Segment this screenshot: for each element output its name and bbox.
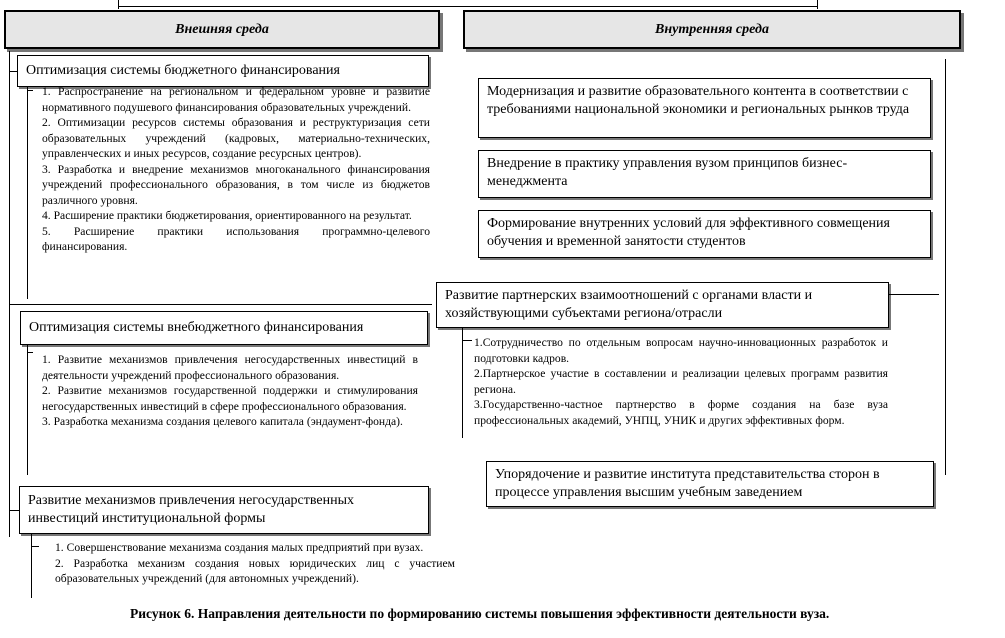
partnership-list-tick xyxy=(462,340,472,341)
figure-caption: Рисунок 6. Направления деятельности по формированию системы повышения эффективности деятельности вуза. xyxy=(130,606,830,621)
list-item: 2. Оптимизации ресурсов системы образования и реструктуризация сети образовательных учреждений (кадровых, материально-технических, управленческих и иных ресурсов, создание ресурсных центров). xyxy=(42,116,430,160)
investment-list-tick xyxy=(31,546,39,547)
list-item: 1. Распространение на региональном и федеральном уровне и развитие нормативного подушевого финансирования образовательных учреждений. xyxy=(42,85,430,114)
business-management-text: Внедрение в практику управления вузом принципов бизнес-менеджмента xyxy=(487,156,848,189)
investment-mechanisms-list xyxy=(55,540,455,587)
content-modernization-box xyxy=(478,78,931,138)
external-environment-header xyxy=(4,10,440,49)
partnership-connector xyxy=(889,294,939,295)
budget-financing-list xyxy=(42,84,430,255)
top-connector-right xyxy=(817,0,818,9)
representation-box xyxy=(486,461,934,507)
right-spine xyxy=(945,59,946,475)
budget-box-connector xyxy=(9,71,17,72)
investment-mechanisms-title: Развитие механизмов привлечения негосударственных инвестиций институциональной формы xyxy=(28,493,354,526)
external-header-label: Внешняя среда xyxy=(175,21,269,37)
left-spine xyxy=(9,51,10,537)
content-modernization-text: Модернизация и развитие образовательного контента в соответствии с требованиями национальной экономики и региональных рынков труда xyxy=(487,84,910,117)
partnership-box xyxy=(436,282,889,328)
list-item: 3.Государственно-частное партнерство в форме создания на базе вуза профессиональных академий, УНПЦ, УНИК и других эффективных форм. xyxy=(474,398,888,427)
offbudget-financing-title: Оптимизация системы внебюджетного финансирования xyxy=(29,320,364,335)
partnership-list xyxy=(474,335,888,428)
investment-list-bracket xyxy=(31,534,32,598)
student-employment-box xyxy=(478,210,931,258)
list-item: 1. Совершенствование механизма создания малых предприятий при вузах. xyxy=(55,541,424,554)
internal-header-label: Внутренняя среда xyxy=(655,21,769,37)
business-management-box xyxy=(478,150,931,198)
list-item: 2. Разработка механизм создания новых юридических лиц с участием образовательных учреждений (для автономных учреждений). xyxy=(55,556,455,585)
budget-financing-box xyxy=(17,55,429,87)
student-employment-text: Формирование внутренних условий для эффективного совмещения обучения и временной занятости студентов xyxy=(487,216,890,249)
list-item: 3. Разработка механизма создания целевого капитала (эндаумент-фонда). xyxy=(42,415,403,428)
top-connector-bar xyxy=(118,6,818,7)
offbudget-financing-list xyxy=(42,352,418,430)
partnership-title: Развитие партнерских взаимоотношений с органами власти и хозяйствующими субъектами региона/отрасли xyxy=(445,288,813,321)
representation-text: Упорядочение и развитие института представительства сторон в процессе управления высшим учебным заведением xyxy=(495,467,880,500)
investment-box-connector xyxy=(9,510,19,511)
offbudget-list-tick xyxy=(27,352,33,353)
list-item: 2. Развитие механизмов государственной поддержки и стимулирования негосударственных инвестиций в сфере профессионального образования. xyxy=(42,384,418,413)
offbudget-list-bracket xyxy=(27,345,28,475)
budget-financing-title: Оптимизация системы бюджетного финансирования xyxy=(26,63,340,78)
partnership-list-bracket xyxy=(462,328,463,438)
budget-list-tick xyxy=(27,90,33,91)
list-item: 1. Развитие механизмов привлечения негосударственных инвестиций в деятельности учреждений профессионального образования. xyxy=(42,353,418,382)
list-item: 5. Расширение практики использования программно-целевого финансирования. xyxy=(42,224,430,253)
internal-environment-header xyxy=(463,10,961,49)
budget-list-bracket xyxy=(27,87,28,299)
list-item: 3. Разработка и внедрение механизмов многоканального финансирования учреждений профессионального образования, в том числе из бюджетов различного уровня. xyxy=(42,162,430,207)
offbudget-financing-box xyxy=(20,311,428,345)
list-item: 2.Партнерское участие в составлении и реализации целевых программ развития региона. xyxy=(474,367,888,396)
left-separator xyxy=(9,304,432,305)
investment-mechanisms-box xyxy=(19,486,429,534)
top-connector-left xyxy=(118,0,119,9)
list-item: 1.Сотрудничество по отдельным вопросам научно-инновационных разработок и подготовки кадров. xyxy=(474,336,888,365)
list-item: 4. Расширение практики бюджетирования, ориентированного на результат. xyxy=(42,209,412,222)
